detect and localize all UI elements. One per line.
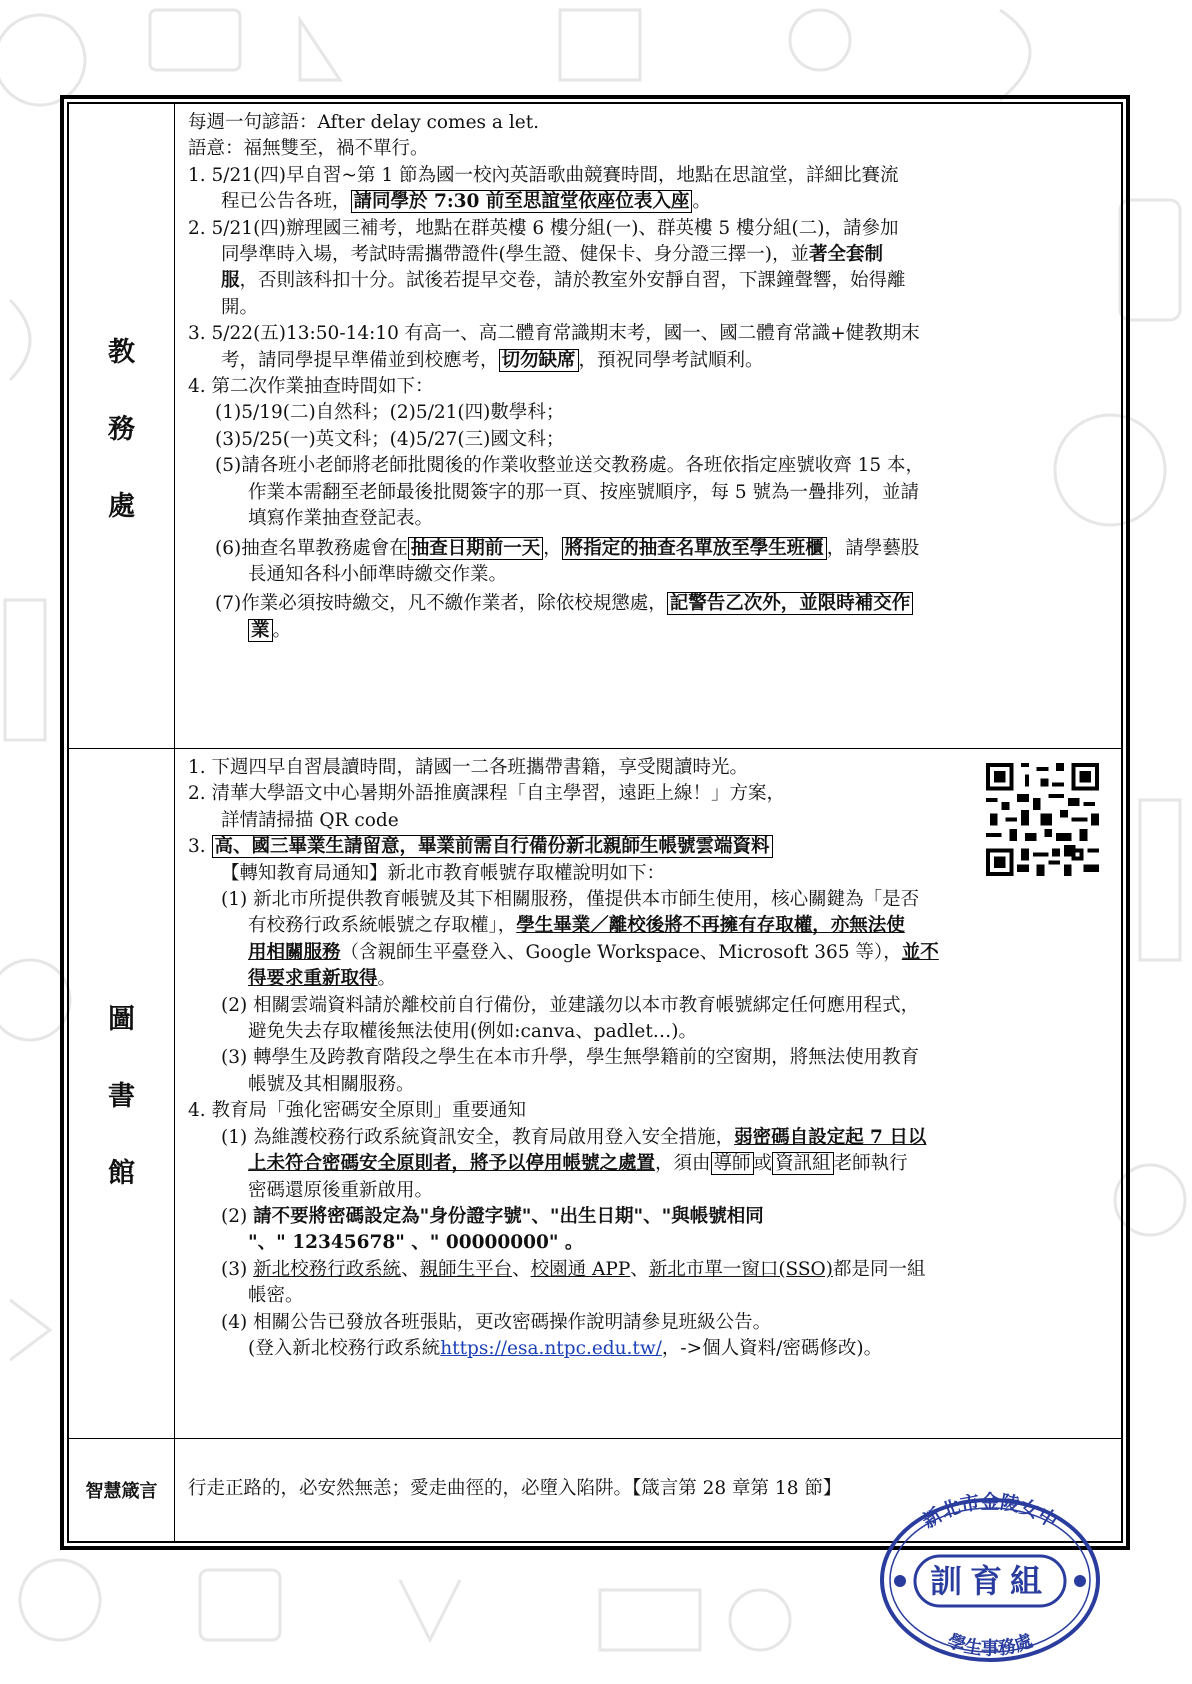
academic-section: 每週一句諺語：After delay comes a let. 語意：福無雙至，禍不單行。 1. 5/21(四)早自習~第 1 節為國一校內英語歌曲競賽時間，地點在思誼堂，詳細比賽流 程已公告各班， 請同學於 7:30 前至思誼堂依座位表入座 。 2. 5/21(四)辦理國三補考，地點在群英樓 6 樓分組(一)、群英樓 5 樓分組(二)，請參加 同學準時入場，考試時需攜帶證件(學生證、健保卡、身分證三擇一)，並著全套制 服，否則該科扣十分。試後若提早交卷，請於教室外安靜自習，下課鐘聲響，始得離 開。 3. 5/22(五)13:50-14:10 有高一、高二體育常識期末考，國一、國二體育常識+健教期末 考，請同學提早準備並到校應考， 切勿缺席 ，預祝同學考試順利。 4. 第二次作業抽查時間如下： (1)5/19(二)自然科；(2)5/21(四)數學科； (3)5/25(一)英文科；(4)5/27(三)國文科； (5)請各班小老師將老師批閱後的作業收整並送交教務處。各班依指定座號收齊 15 本， 作業本需翻至老師最後批閱簽字的那一頁、按座號順序，每 5 號為一疊排列，並請 填寫作業抽查登記表。 (6)抽查名單教務處會在 抽查日期前一天 ， 將指定的抽查名單放至學生班櫃 ，請學藝股 長通知各科小師準時繳交作業。 (7)作業必須按時繳交，凡不繳作業者，除依校規懲處， 記警告乙次外，並限時補交作 業 。	[175, 104, 1122, 749]
bulletin-table	[68, 103, 1122, 1542]
office-seal	[870, 1488, 1110, 1666]
esa-link[interactable]: https://esa.ntpc.edu.tw/	[440, 1337, 662, 1359]
highlight-warning: 記警告乙次外，並限時補交作	[667, 592, 914, 615]
academic-item-1: 1. 5/21(四)早自習~第 1 節為國一校內英語歌曲競賽時間，地點在思誼堂，詳細比賽流	[188, 164, 899, 186]
highlight-backup-notice: 高、國三畢業生請留意，畢業前需自行備份新北親師生帳號雲端資料	[212, 835, 773, 858]
seal-outer-text: 新北市金陵女中	[918, 1491, 1062, 1533]
highlight-check-date: 抽查日期前一天	[408, 537, 544, 560]
svg-text:新北市金陵女中	[918, 1490, 1062, 1533]
highlight-no-absence: 切勿缺席	[499, 349, 579, 372]
highlight-no-access: 學生畢業／離校後將不再擁有存取權，亦無法使	[516, 915, 905, 937]
seal-center-text: 訓育組	[929, 1562, 1051, 1600]
wisdom-text: 行走正路的，必安然無恙；愛走曲徑的，必墮入陷阱。【箴言第 28 章第 18 節】	[175, 1439, 1122, 1542]
academic-item-4: 4. 第二次作業抽查時間如下：	[188, 376, 434, 398]
academic-label-text: 教 務 處	[108, 336, 135, 522]
seal-bottom-text: 學生事務處	[944, 1630, 1036, 1660]
highlight-weak-password: 弱密碼自設定起 7 日以	[734, 1126, 927, 1148]
library-label-text: 圖 書 館	[108, 1004, 135, 1189]
qr-code[interactable]	[986, 763, 1099, 876]
highlight-password-rule: 請不要將密碼設定為"身份證字號"、"出生日期"、"與帳號相同	[253, 1205, 764, 1227]
wisdom-label: 智慧箴言	[69, 1439, 175, 1542]
academic-item-2: 2. 5/21(四)辦理國三補考，地點在群英樓 6 樓分組(一)、群英樓 5 樓分組(二)，請參加	[188, 217, 899, 239]
library-item-4: 4. 教育局「強化密碼安全原則」重要通知	[188, 1100, 527, 1122]
highlight-seat-instruction: 請同學於 7:30 前至思誼堂依座位表入座	[351, 190, 693, 213]
highlight-list-location: 將指定的抽查名單放至學生班櫃	[562, 537, 827, 560]
academic-label	[69, 104, 175, 749]
library-item-1: 1. 下週四早自習晨讀時間，請國一二各班攜帶書籍，享受閱讀時光。	[188, 757, 749, 778]
library-label	[69, 749, 175, 1439]
library-section: 1. 下週四早自習晨讀時間，請國一二各班攜帶書籍，享受閱讀時光。 2. 清華大學語文中心暑期外語推廣課程「自主學習，遠距上線！」方案， 詳情請掃描 QR code 3. 高、國三畢業生請留意，畢業前需自行備份新北親師生帳號雲端資料 【轉知教育局通知】新北市教育帳號存取權說明如下： (1) 新北市所提供教育帳號及其下相關服務，僅提供本市師生使用，核心關鍵為「是否 有校務行政系統帳號之存取權」，學生畢業／離校後將不再擁有存取權，亦無法使 用相關服務（含親師生平臺登入、Google Workspace、Microsoft 365 等），並不 得要求重新取得。 (2) 相關雲端資料請於離校前自行備份，並建議勿以本市教育帳號綁定任何應用程式， 避免失去存取權後無法使用(例如:canva、padlet…)。 (3) 轉學生及跨教育階段之學生在本市升學，學生無學籍前的空窗期，將無法使用教育 帳號及其相關服務。 4. 教育局「強化密碼安全原則」重要通知 (1) 為維護校務行政系統資訊安全，教育局啟用登入安全措施，弱密碼自設定起 7 日以 上未符合密碼安全原則者，將予以停用帳號之處置，須由 導師 或 資訊組 老師執行 密碼還原後重新啟用。 (2) 請不要將密碼設定為"身份證字號"、"出生日期"、"與帳號相同 "、" 12345678" 、" 00000000" 。 (3) 新北校務行政系統、親師生平台、校園通 APP、新北市單一窗口(SSO)都是同一組 帳密。 (4) 相關公告已發放各班張貼，更改密碼操作說明請參見班級公告。 (登入新北校務行政系統https://esa.ntpc.edu.tw/，->個人資料/密碼修改)。	[175, 749, 1122, 1439]
library-item-2: 2. 清華大學語文中心暑期外語推廣課程「自主學習，遠距上線！」方案，	[188, 783, 786, 805]
library-item-3: 3. 高、國三畢業生請留意，畢業前需自行備份新北親師生帳號雲端資料	[188, 834, 1111, 860]
edu-bureau-notice: 【轉知教育局通知】新北市教育帳號存取權說明如下：	[221, 862, 666, 884]
bulletin-frame	[60, 95, 1130, 1550]
proverb-meaning: 語意：福無雙至，禍不單行。	[188, 138, 429, 160]
proverb-line: 每週一句諺語：After delay comes a let.	[188, 112, 540, 133]
highlight-uniform: 著全套制	[808, 244, 883, 266]
academic-item-3: 3. 5/22(五)13:50-14:10 有高一、高二體育常識期末考，國一、國二體育常識+健教期末	[188, 323, 920, 345]
